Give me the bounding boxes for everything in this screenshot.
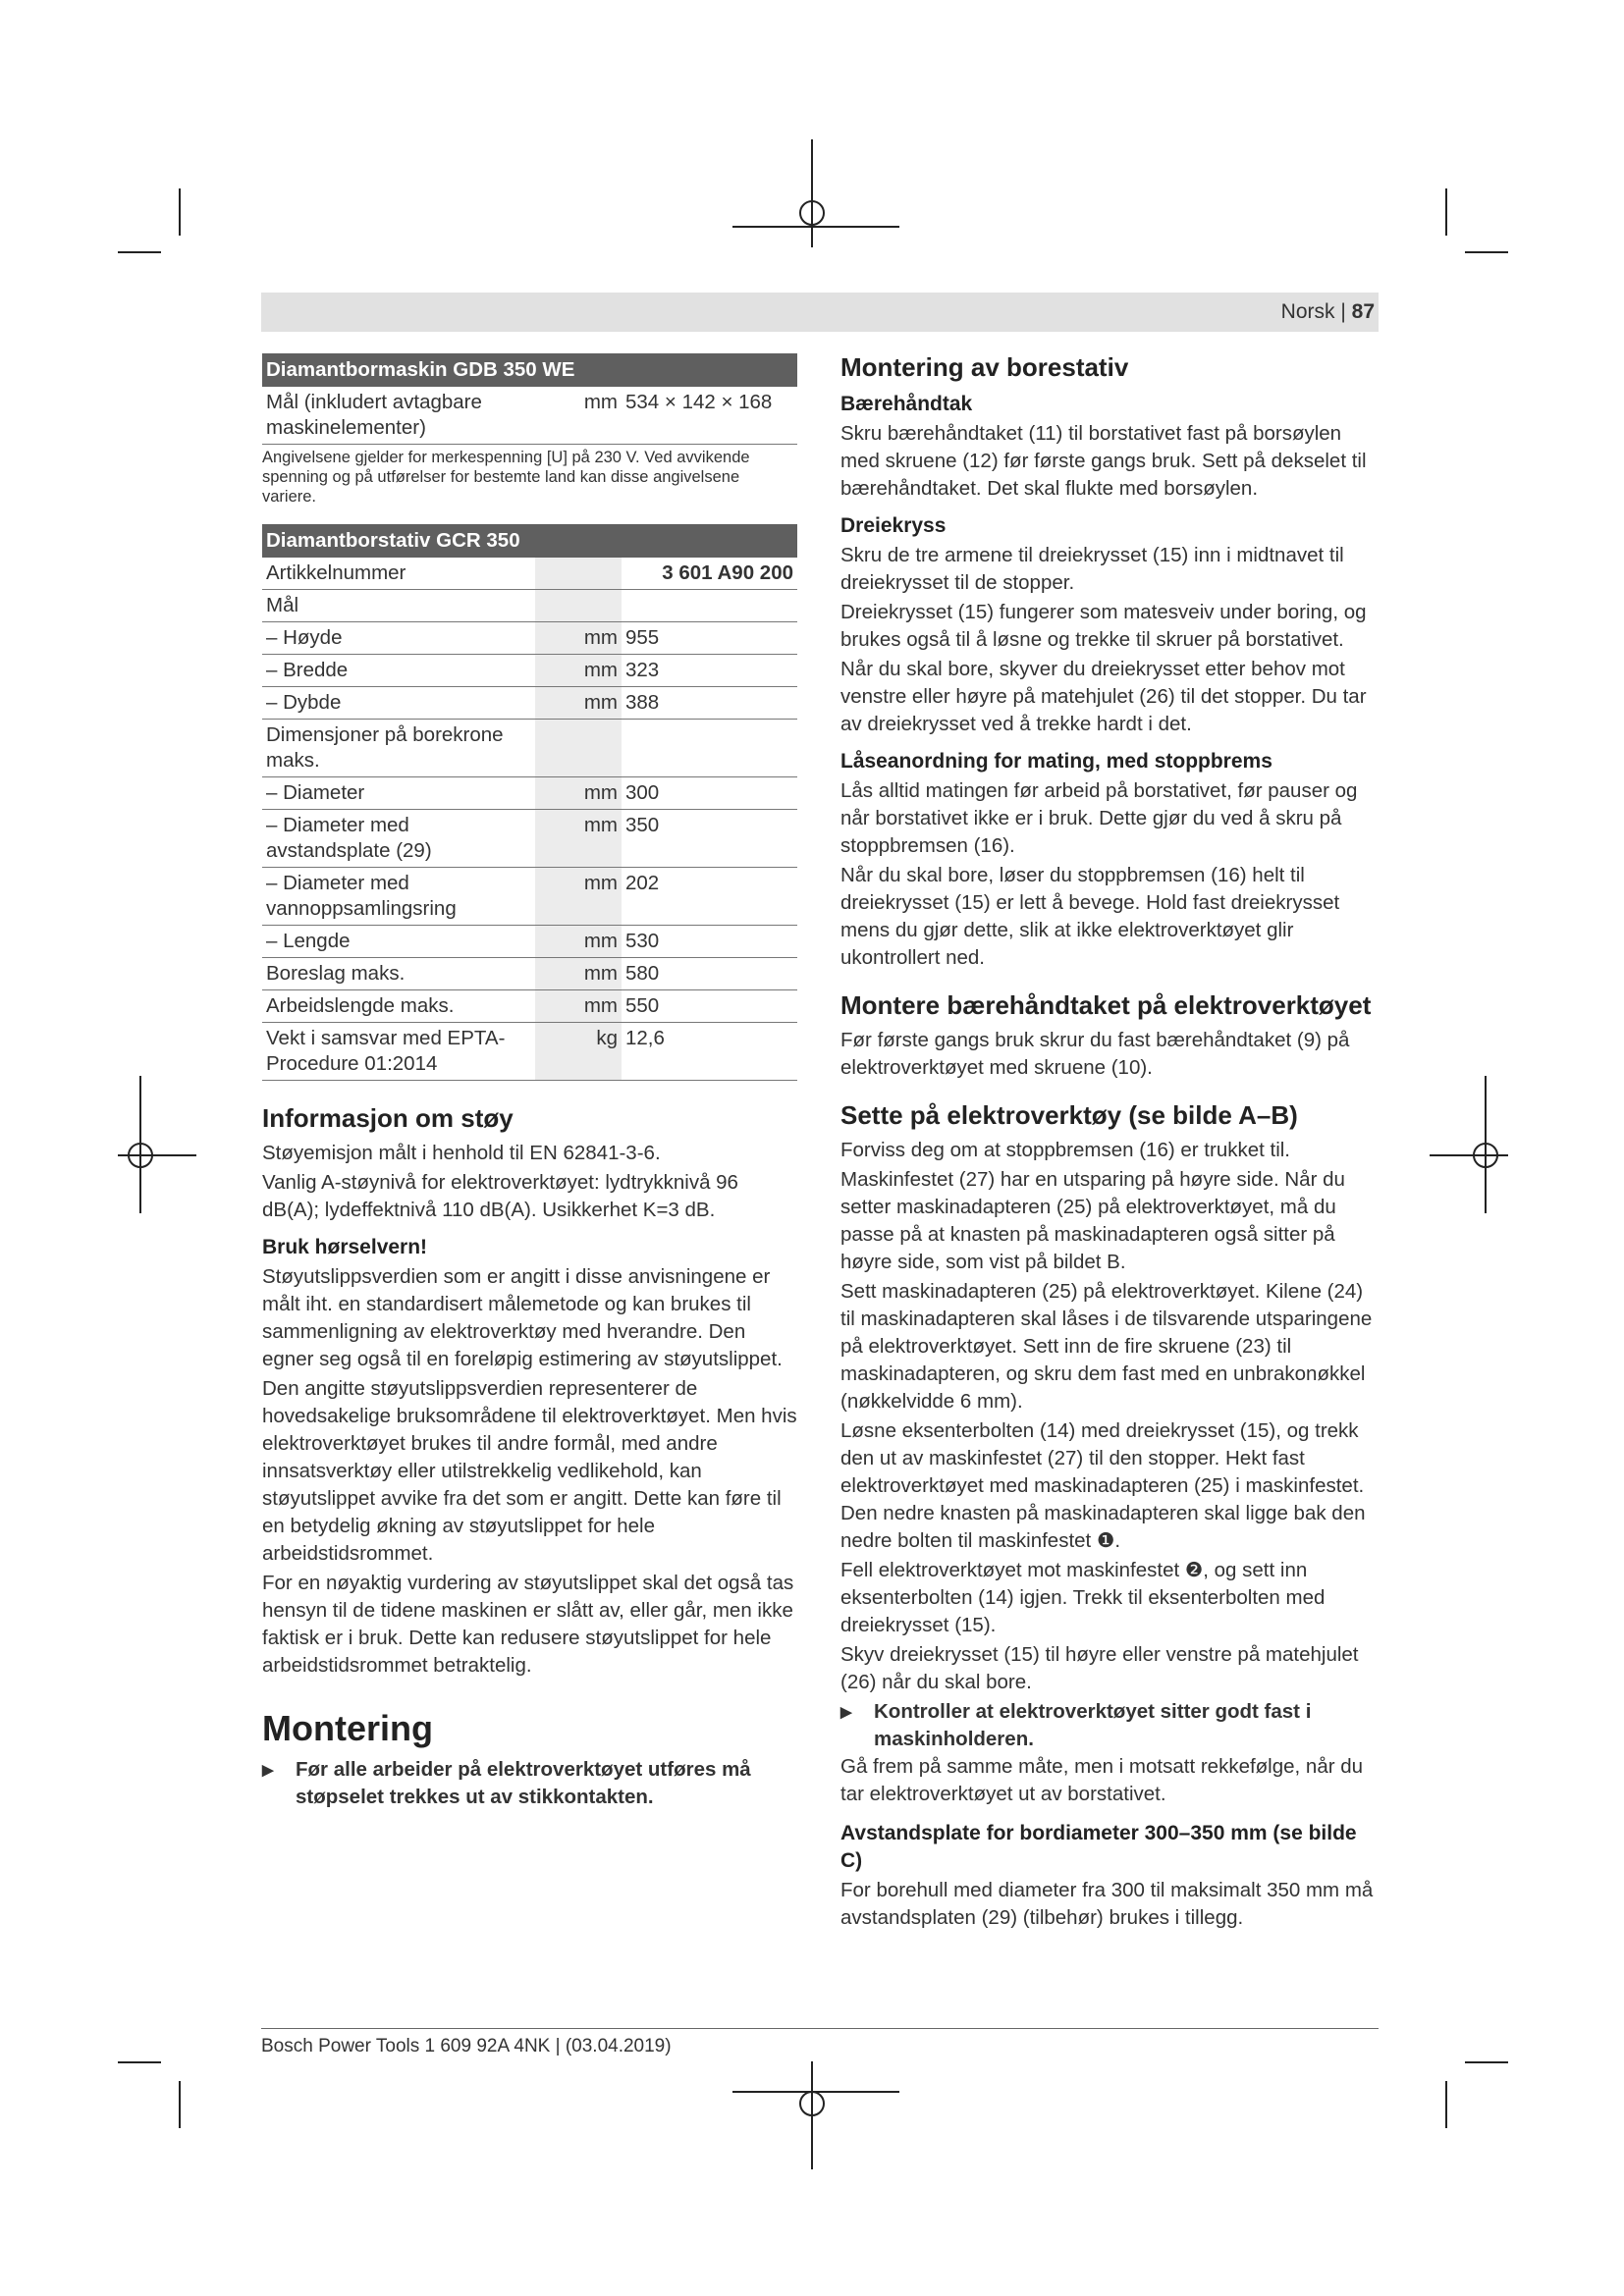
row-label: – Diameter med vannoppsamlingsring	[262, 868, 535, 926]
row-label: Boreslag maks.	[262, 958, 535, 990]
warning-text: Før alle arbeider på elektroverktøyet utføres må støpselet trekkes ut av stikkontakten.	[296, 1758, 751, 1808]
row-label: Arbeidslengde maks.	[262, 990, 535, 1023]
arrow-icon: ▶	[840, 1704, 852, 1721]
paragraph: Skyv dreiekrysset (15) til høyre eller venstre på matehjulet (26) når du skal bore.	[840, 1643, 1359, 1693]
table-row	[262, 990, 797, 1023]
paragraph: Skru de tre armene til dreiekrysset (15) inn i midtnavet til dreiekrysset til de stopper.	[840, 544, 1344, 594]
row-unit: mm	[535, 777, 622, 810]
montering-warning	[262, 1756, 797, 1811]
row-unit: mm	[535, 655, 622, 687]
row-unit: mm	[535, 958, 622, 990]
row-label: – Diameter	[262, 777, 535, 810]
sette-heading: Sette på elektroverktøy (se bilde A–B)	[840, 1100, 1298, 1130]
row-label: Vekt i samsvar med EPTA-Procedure 01:2014	[262, 1023, 535, 1081]
spec-table-gcr	[262, 524, 797, 1081]
row-label: Dimensjoner på borekrone maks.	[262, 720, 535, 777]
row-label: Mål (inkludert avtagbare maskinelementer)	[262, 387, 574, 445]
section-heading: Låseanordning for mating, med stoppbrems	[840, 750, 1272, 773]
table-row	[262, 777, 797, 810]
paragraph: Maskinfestet (27) har en utsparing på høyre side. Når du setter maskinadapteren (25) på elektroverktøyet, må du passe på at knasten på maskinadapteren også sitter på høyre side, som vist på bildet B.	[840, 1168, 1345, 1273]
paragraph: Sett maskinadapteren (25) på elektroverktøyet. Kilene (24) til maskinadapteren skal låses i de tilsvarende utsparingene på elektroverktøyet. Sett inn de fire skruene (23) til maskinadapteren, og skru dem fast med en unbrakonøkkel (nøkkelvidde 6 mm).	[840, 1280, 1373, 1413]
table-row	[262, 622, 797, 655]
paragraph: Når du skal bore, skyver du dreiekrysset etter behov mot venstre eller høyre på matehjulet (26) til det stopper. Du tar av dreiekrysset ved å trekke hardt i det.	[840, 658, 1367, 735]
right-column	[840, 353, 1379, 1934]
row-value: 12,6	[622, 1023, 797, 1081]
row-value: 300	[622, 777, 797, 810]
montering-heading: Montering	[262, 1708, 433, 1748]
arrow-icon: ▶	[262, 1762, 274, 1779]
table-row	[262, 590, 797, 622]
row-unit: mm	[574, 387, 622, 445]
header-page: 87	[1351, 300, 1375, 323]
header-language: Norsk	[1280, 300, 1335, 323]
table-row	[262, 868, 797, 926]
footer-rule	[261, 2028, 1379, 2029]
row-unit	[535, 720, 622, 777]
page-header-bar	[261, 293, 1379, 332]
spec-table-title: Diamantborstativ GCR 350	[262, 524, 797, 558]
noise-p4: Den angitte støyutslippsverdien representerer de hovedsakelige bruksområdene til elektroverktøyet. Men hvis elektroverktøyet brukes til andre formål, med andre innsatsverktøy eller utilstrekkelig vedlikehold, kan støyutslippet avvike fra det som er angitt. Dette kan føre til en betydelig økning av støyutslippet for hele arbeidstidsrommet.	[262, 1377, 797, 1565]
avstand-heading: Avstandsplate for bordiameter 300–350 mm (se bilde C)	[840, 1822, 1357, 1872]
row-label: Mål	[262, 590, 535, 622]
noise-p1: Støyemisjon målt i henhold til EN 62841-3-6.	[262, 1142, 661, 1164]
borestativ-heading: Montering av borestativ	[840, 352, 1129, 382]
sette-warning	[840, 1698, 1379, 1753]
row-unit: mm	[535, 990, 622, 1023]
row-unit: mm	[535, 687, 622, 720]
paragraph: Før første gangs bruk skrur du fast bærehåndtaket (9) på elektroverktøyet med skruene (10).	[840, 1029, 1350, 1079]
row-value: 550	[622, 990, 797, 1023]
row-value: 3 601 A90 200	[622, 558, 797, 590]
row-value	[622, 720, 797, 777]
table-row	[262, 558, 797, 590]
paragraph: For borehull med diameter fra 300 til maksimalt 350 mm må avstandsplaten (29) (tilbehør) brukes i tillegg.	[840, 1879, 1374, 1929]
handtak-heading: Montere bærehåndtaket på elektroverktøyet	[840, 990, 1372, 1020]
noise-p5: For en nøyaktig vurdering av støyutslippet skal det også tas hensyn til de tidene maskinen er slått av, eller går, men ikke faktisk er i bruk. Dette kan redusere støyutslippet for hele arbeidstidsrommet betraktelig.	[262, 1572, 794, 1677]
paragraph: Løsne eksenterbolten (14) med dreiekrysset (15), og trekk den ut av maskinfestet (27) til den stopper. Hekt fast elektroverktøyet med maskinadapteren (25) i maskinfestet. Den nedre knasten på maskinadapteren skal ligge bak den nedre bolten til maskinfestet ❶.	[840, 1419, 1366, 1552]
row-unit: mm	[535, 926, 622, 958]
table-row	[262, 387, 797, 445]
warning-text: Kontroller at elektroverktøyet sitter godt fast i maskinholderen.	[874, 1700, 1312, 1750]
row-value: 388	[622, 687, 797, 720]
paragraph: Lås alltid matingen før arbeid på borstativet, før pauser og når borstativet ikke er i bruk. Dette gjør du ved å skru på stoppbremsen (16).	[840, 779, 1358, 857]
paragraph: Gå frem på samme måte, men i motsatt rekkefølge, når du tar elektroverktøyet ut av borstativet.	[840, 1755, 1364, 1805]
noise-heading: Informasjon om støy	[262, 1103, 514, 1133]
table-note: Angivelsene gjelder for merkespenning [U] på 230 V. Ved avvikende spenning og på utførelser for bestemte land kan disse angivelsene variere.	[262, 449, 750, 506]
row-value: 323	[622, 655, 797, 687]
table-row	[262, 810, 797, 868]
row-unit: mm	[535, 868, 622, 926]
row-unit: mm	[535, 622, 622, 655]
paragraph: Skru bærehåndtaket (11) til borstativet fast på borsøylen med skruene (12) før første gangs bruk. Sett på dekselet til bærehåndtaket. Det skal flukte med borsøylen.	[840, 422, 1367, 500]
row-label: – Høyde	[262, 622, 535, 655]
table-row	[262, 1023, 797, 1081]
table-row	[262, 926, 797, 958]
paragraph: Dreiekrysset (15) fungerer som matesveiv under boring, og brukes også til å løsne og trekke til skruer på borstativet.	[840, 601, 1367, 651]
spec-table-title: Diamantbormaskin GDB 350 WE	[262, 353, 797, 387]
paragraph: Forviss deg om at stoppbremsen (16) er trukket til.	[840, 1139, 1291, 1161]
table-row	[262, 958, 797, 990]
page-number: Norsk | 87	[1280, 300, 1375, 323]
row-unit	[535, 558, 622, 590]
row-value: 350	[622, 810, 797, 868]
section-heading: Bærehåndtak	[840, 393, 973, 415]
row-unit: mm	[535, 810, 622, 868]
paragraph: Når du skal bore, løser du stoppbremsen (16) helt til dreiekrysset (15) er lett å bevege. Hold fast dreiekrysset mens du gjør dette, slik at ikke elektroverktøyet glir ukontrollert ned.	[840, 864, 1340, 969]
footer-text: Bosch Power Tools 1 609 92A 4NK | (03.04.2019)	[261, 2036, 672, 2056]
row-label: – Bredde	[262, 655, 535, 687]
row-value: 955	[622, 622, 797, 655]
row-label: Artikkelnummer	[262, 558, 535, 590]
row-value: 202	[622, 868, 797, 926]
row-value: 534 × 142 × 168	[622, 387, 797, 445]
table-row	[262, 720, 797, 777]
noise-subheading: Bruk hørselvern!	[262, 1236, 428, 1258]
noise-p3: Støyutslippsverdien som er angitt i disse anvisningene er målt iht. en standardisert målemetode og kan brukes til sammenligning av elektroverktøy med hverandre. Den egner seg også til en foreløpig estimering av støyutslippet.	[262, 1265, 783, 1370]
row-unit	[535, 590, 622, 622]
row-label: – Dybde	[262, 687, 535, 720]
row-value	[622, 590, 797, 622]
spec-table-gdb	[262, 353, 797, 445]
paragraph: Fell elektroverktøyet mot maskinfestet ❷, og sett inn eksenterbolten (14) igjen. Trekk til eksenterbolten med dreiekrysset (15).	[840, 1559, 1326, 1636]
left-column	[262, 353, 797, 1811]
noise-p2: Vanlig A-støynivå for elektroverktøyet: lydtrykknivå 96 dB(A); lydeffektnivå 110 dB(A). Usikkerhet K=3 dB.	[262, 1171, 738, 1221]
row-unit: kg	[535, 1023, 622, 1081]
table-row	[262, 687, 797, 720]
section-heading: Dreiekryss	[840, 514, 947, 537]
row-label: – Diameter med avstandsplate (29)	[262, 810, 535, 868]
row-value: 580	[622, 958, 797, 990]
table-row	[262, 655, 797, 687]
row-value: 530	[622, 926, 797, 958]
row-label: – Lengde	[262, 926, 535, 958]
